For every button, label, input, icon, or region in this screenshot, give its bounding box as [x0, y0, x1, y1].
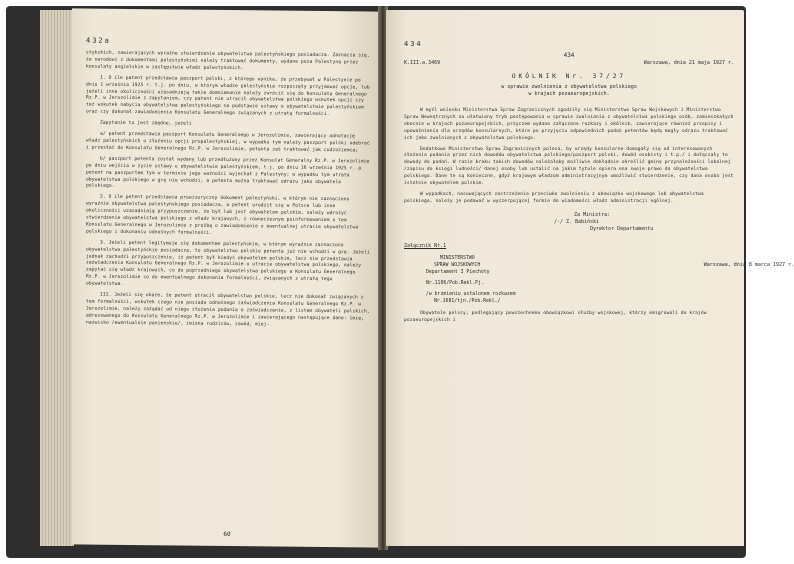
subject-line-2: w krajach pozaeuropejskich.	[528, 91, 610, 97]
subject-line-1: w sprawie zwolnienia z obywatelstwa polskiego	[501, 84, 637, 90]
ministry-block	[426, 255, 794, 305]
ministry-ref: Nr.1106/Pob.Rekl.Pj.	[426, 280, 484, 286]
ministry-line-1: MINISTERSTWO	[440, 255, 475, 261]
right-paragraph-0: W myśl wniosku Ministerstwa Spraw Zagranicznych zgodziły się Ministerstwo Spraw Wojskowych i Ministerstwo Spraw Wewnętrznych na ułatwiony tryb postępowania w sprawie zwalniania z obywatelstwa polskiego osób, zamieszkałych obecnie w krajach pozaeuropejskich, przyczem wydano załączone rozkazy i okólnik, zawierające również przepisy i upoważnienia dla urzędów konsularnych, które po przyjęciu odpowiednich podań petentów będą mogły odrazu traktować ich jako zwolnionych z obywatelstwa polskiego.	[404, 108, 734, 141]
left-paragraph-0: stykskich, zawierających wyraźne stwierdzenie obywatelstwa palestyńskiego posiadacza. Zaznacza się, że narodowi z dokumentami palestyńskimi należy traktować dokumenty, wydane poza Palestyną przez konsulaty angielskie w zastępstwie władz palestyńskich.	[86, 50, 370, 71]
right-paragraph-2: W wypadkach, nasuwających zastrzeżenia przeciwko zwolnieniu z obowiązku wojskowego lub obywatelstwa polskiego, należy je podawać w wyczerpującej formie do wiadomości władz administracji ogólnej.	[404, 191, 704, 204]
signature-name: /-/ Z. Babiński	[554, 218, 600, 225]
ministry-date: Warszawa, dnia 8 marca 1927 r.	[703, 261, 794, 268]
circular-title: OKÓLNIK Nr. 37/27	[511, 73, 627, 80]
reference-number: K.III.a.3469	[404, 60, 441, 66]
left-paragraph-7: III. Jeżeli się okaże, że petent utracił obywatelstwo polskie, lecz nie dokonał związanych z tem formalności, wskutek czego nie posiada odnośnego zaświadczenia Konsulatu Generalnego Rz.P. w Jerozolimie, należy zażądać od niego złożenia podania o zaświadczenie, z listem obywateli polskich, adresowanego do Konsulatu Generalnego Rz.P. w Jerozolimie i zawierającego następujące dane: imię, nazwisko /ewentualnie panieńskie/, imiona rodziców, zawód, miej-	[86, 292, 370, 328]
left-paragraph-4: b/ paszport petenta został wydany lub przedłużony przez Konsulat Generalny Rz.P. w Jerozolimie po dniu wejścia w życie ustawy o obywatelstwie palestyńskiem, t.j. po dniu 16 września 1925 r. a petent na paszportem tym w terminie jego ważności wyjechał z Palestyny; w wypadku tym utrata obywatelstwa polskiego w grę nie wchodzi, a petenta można traktować odrazu jako obywatela polskiego.	[86, 156, 370, 190]
signature-title: Dyrektor Departamentu	[590, 225, 654, 232]
ministry-ref-3: Nr.1681/tjn./Pob.Rekl./	[434, 298, 501, 304]
reference-row	[404, 59, 734, 67]
left-page-number: 60	[223, 530, 231, 539]
attachment-label: Załącznik Nr.1	[404, 242, 447, 249]
left-page	[72, 8, 382, 547]
signature-for: Za Ministra:	[574, 211, 611, 218]
place-date: Warszawa, dnia 21 maja 1927 r.	[643, 60, 734, 66]
right-paragraph-1: Dodatkowo Ministerstwo Spraw Zagranicznych poleca, by urzędy konsularne domagały się od interesowanych złożenia podania przez nich dowodów obywatelstwa polskiego/paszport polski, dowód osobisty i t.p./ i dołączały te dowody do podań. W razie braku takich dowodów należałoby możliwie dokładnie określić gminę przynależności lokalnej /zapisu do księgi ludności/ danej osoby lub ustalić na jakim tytule opiera ona swoje prawo do obywatelstwa polskiego. Dane te są konieczne, gdyż krajowym władzom administracyjnym umożliwić stwierdzenie, czy dana osoba jest istotnie obywatelem polskim.	[404, 146, 734, 187]
ministry-line-2: SPRAW WOJSKOWYCH	[434, 262, 481, 268]
ministry-ref-2: /w brzmieniu ustalonem rozkazem	[426, 291, 516, 297]
left-paragraph-3: a/ patent przedstawia paszport Konsulatu Generalnego w Jerozolimie, zawierający adnotację władz palestyńskich o złożeniu opcji propalestyńskiej, w wypadku tym należy paszport polski odebrać i przesłać do Konsulatu Generalnego Rz.P. w Jerozolimie, petenta zaś traktować jak cudzoziemca;	[86, 131, 370, 154]
page-edges	[40, 10, 74, 546]
circular-subject	[404, 84, 734, 98]
ministry-line-3: Departament I Piechoty	[426, 269, 490, 275]
left-paragraph-5: 2. O ile petent przedstawia prowizoryczny dokument palestyński, w którym nie zaznaczono wyraźnie obywatelstwa palestyńskiego posiadacza, a petent urodził się w Polsce lub inne okoliczności uzasadniają przypuszczenie, że był lub jest obywatelem polskim, należy wdrożyć stwierdzenie obywatelstwa polskiego z władz krajowych, z równoczesnym poinformowaniem o tem Konsulatu Generalnego w Jerozolimie z prośbą o zawiadomienie o ewentualnej utracie obywatelstwa polskiego i dokonaniu odnośnych formalności.	[86, 194, 359, 236]
right-page-number-repeat: 434	[563, 52, 575, 59]
right-page	[386, 10, 794, 546]
left-page-header: 432a	[86, 36, 111, 45]
left-paragraph-1: 1. O ile patent przedstawia paszport polski, z którego wynika, że przebywał w Palestynie po dniu 1 września 1925 r. t.j. po dniu, w którym władze palestyńskie rozpoczęły przyjmować opcje, lub jeżeli inne okoliczności uzasadniają takie domniemanie należy zwrócić się do Konsulatu Generalnego Rz.P. w Jerozolimie z zapytaniem, czy patent nie utracił obywatelstwa polskiego wskutek opcji czy też wskutek nabycia obywatelstwa palestyńskiego na podstawie ustawy o obywatelstwie palestyńskiem oraz czy dokonał zawiadomienia Konsulatu Generalnego związanych z utratą formalności.	[86, 75, 370, 118]
ministry-line-2-row	[434, 261, 794, 269]
left-paragraph-2: Zapytanie to jest zbędne, jeżeli	[100, 120, 192, 127]
closing-paragraph: Obywatele polscy, podlegający powszechnemu obowiązkowi służby wojskowej, którzy emigrowali do krajów pozaeuropejskich i	[404, 310, 707, 323]
right-page-header: 434	[404, 40, 423, 48]
left-paragraph-6: 3. Jeżeli petent legitymuje się dokumentem palestyńskim, w którym wyraźnie zaznaczono obywatelstwo palestyńskie posiadacza, to obywatelstwo polskie petenta już nie wchodzi w grę. Jeżeli jednak zachodzi przypuszczenie, iż petent był kiedyś obywatelem polskim, lecz nie przedstawia zaświadczenia Konsulatu Generalnego Rz.P. w Jerozolimie o utracie obywatelstwa polskiego, należy zapytać się władz krajowych, co do poprzedniego obywatelstwa polskiego a Konsulatu Generalnego Rz.P. w Jerozolimie co do ewentualnego dokonania formalności, związanych z utratą tego obywatelstwa.	[86, 240, 370, 288]
